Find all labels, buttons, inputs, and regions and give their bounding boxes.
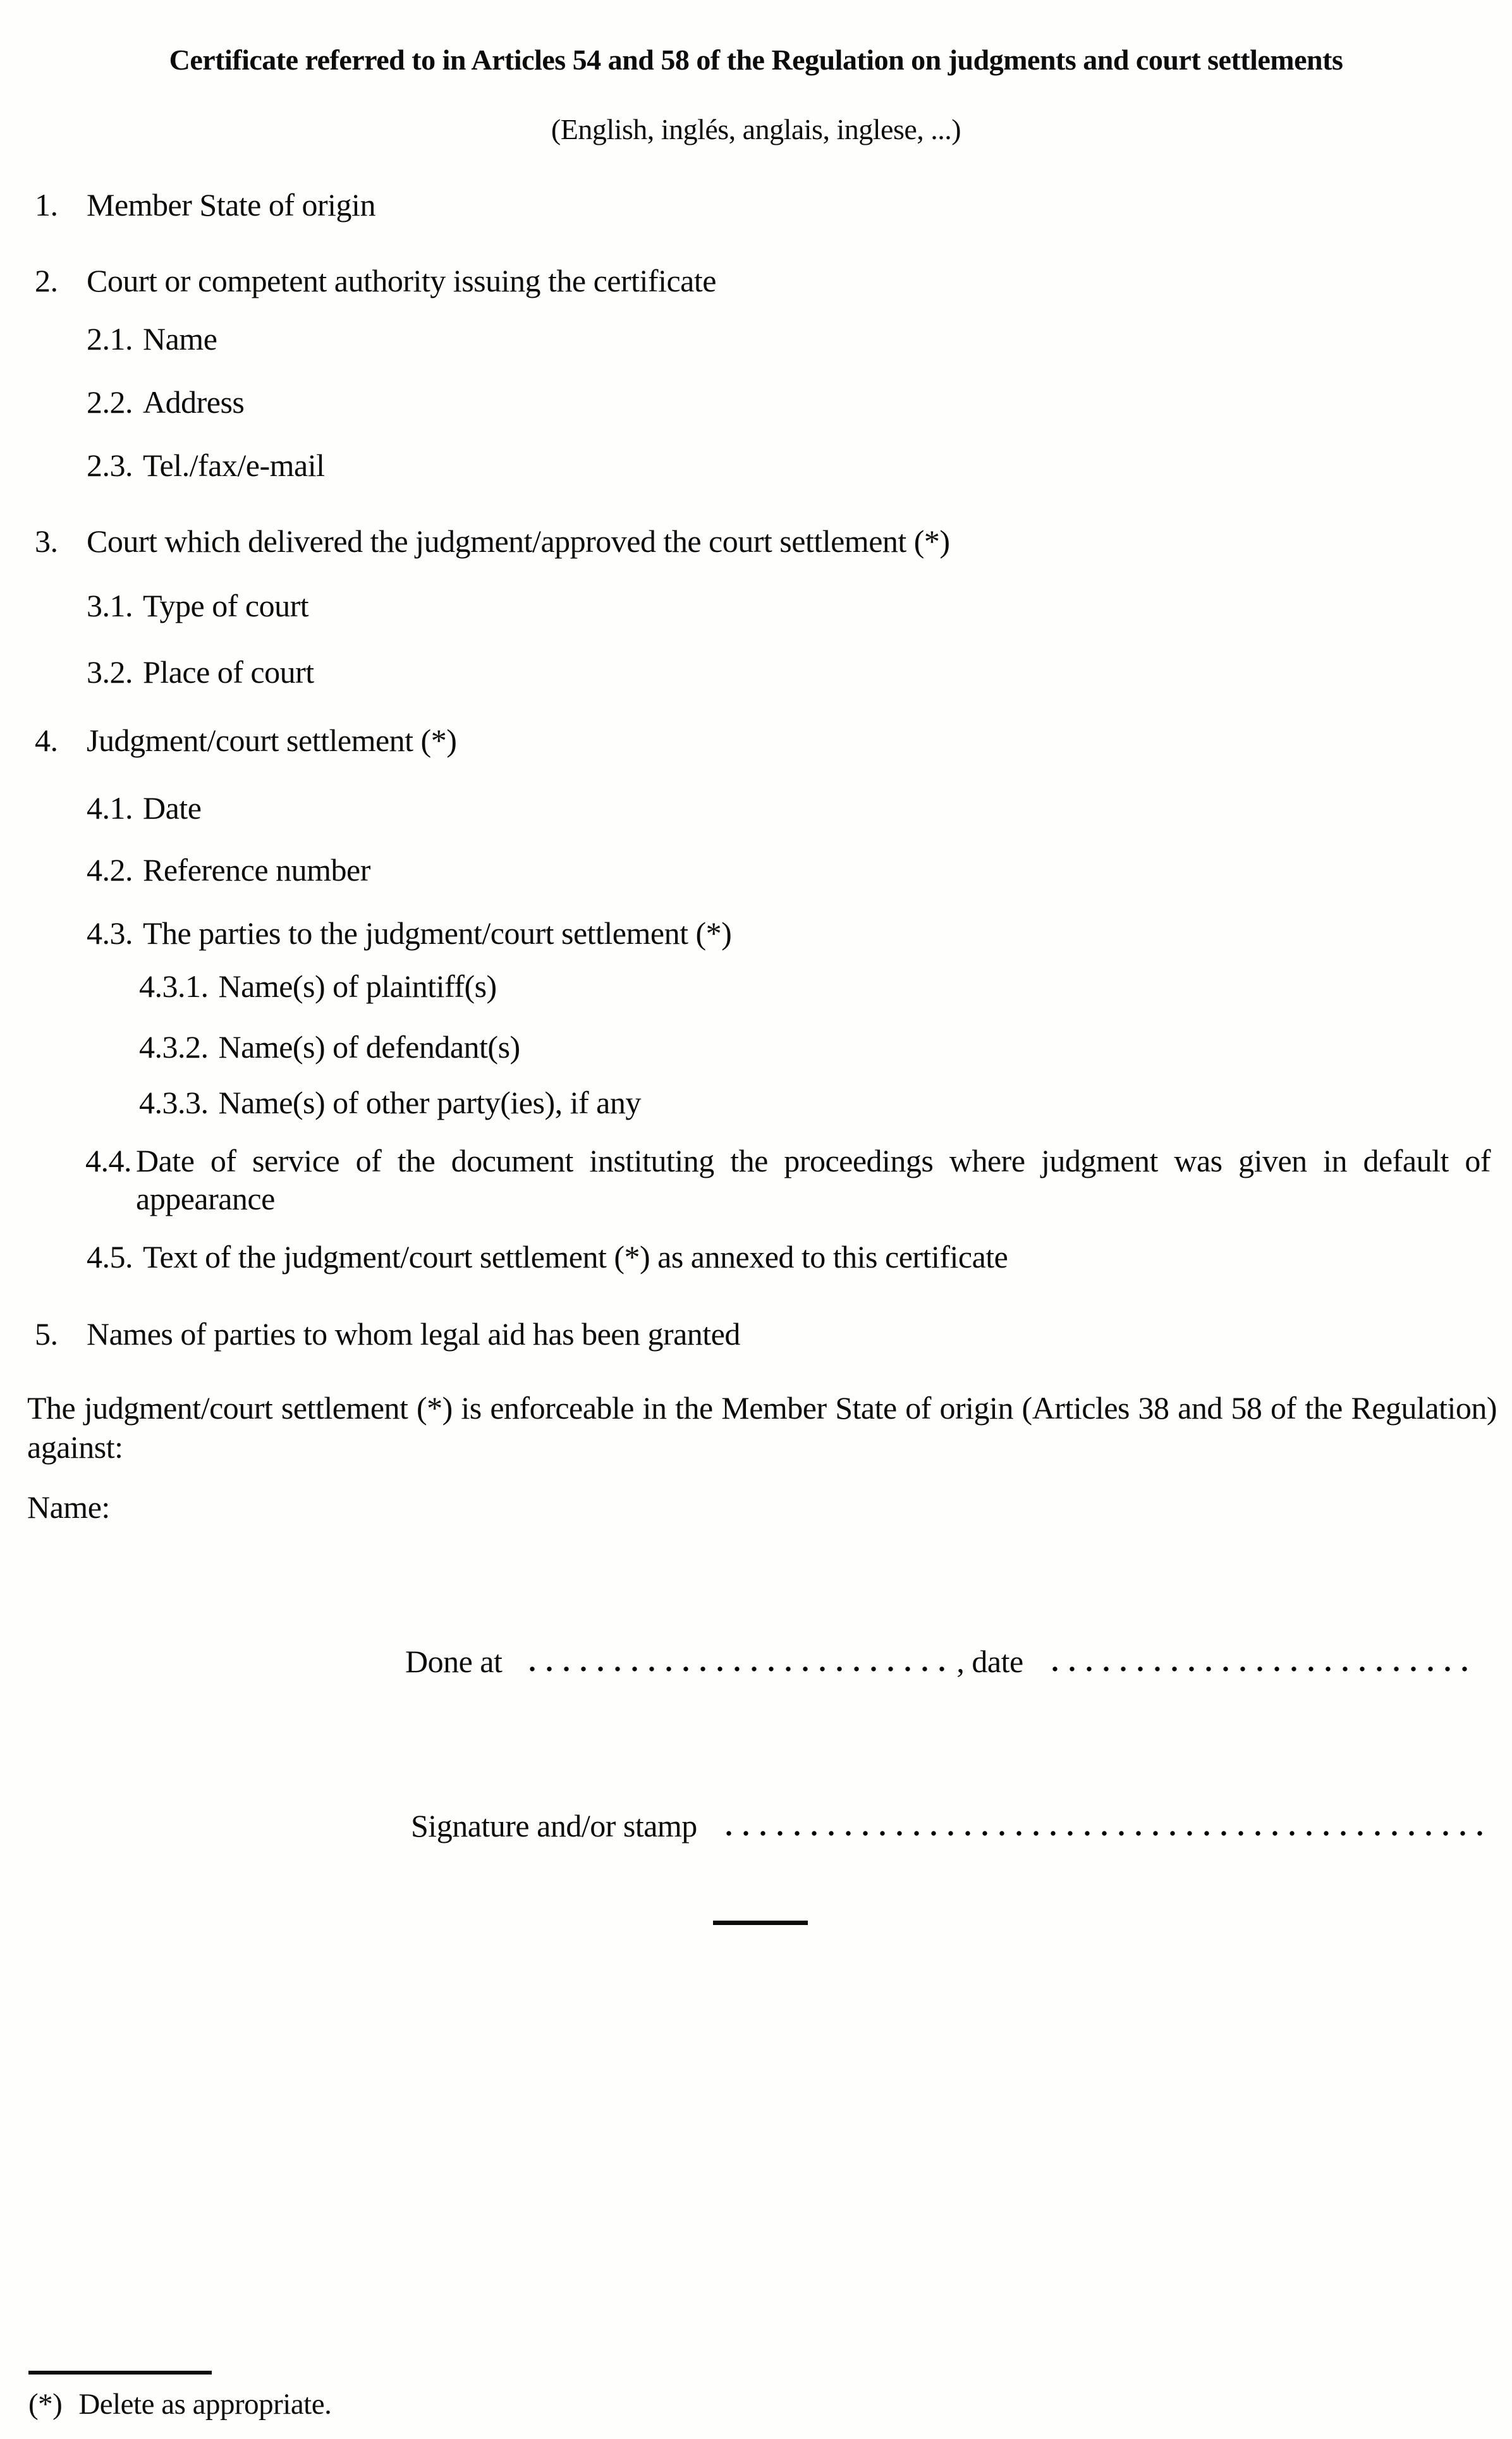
- item-text: Name(s) of defendant(s): [218, 1029, 520, 1065]
- footnote-rule: [28, 2371, 212, 2375]
- item-number: 3.2.: [87, 654, 133, 690]
- item-number: 4.: [35, 723, 58, 758]
- footnote-marker: (*): [28, 2388, 63, 2421]
- list-item-2: [35, 263, 716, 298]
- item-number: 4.3.: [87, 915, 133, 951]
- item-text: Names of parties to whom legal aid has been granted: [87, 1316, 740, 1352]
- list-item-2-2: [87, 384, 244, 420]
- item-text: Member State of origin: [87, 187, 375, 223]
- name-label: Name:: [27, 1489, 110, 1525]
- item-text: Date: [143, 790, 202, 826]
- item-text: Reference number: [143, 852, 370, 888]
- footnote-text: Delete as appropriate.: [78, 2388, 332, 2421]
- item-text-line1: Date of service of the document instituting the proceedings where judgment was given in default of: [136, 1143, 1491, 1178]
- list-item-4-5: [87, 1239, 1008, 1275]
- signature-dotted-field: [726, 1828, 1488, 1837]
- list-item-4-2: [87, 852, 370, 888]
- enforceability-line2: against:: [27, 1429, 123, 1465]
- item-number: 4.2.: [87, 852, 133, 888]
- item-text: Place of court: [143, 654, 314, 690]
- item-text-line2: appearance: [136, 1181, 275, 1216]
- item-text: Type of court: [143, 588, 309, 623]
- page-separator-dash: [713, 1921, 808, 1925]
- done-at-dotted-field: [530, 1663, 956, 1672]
- item-number: 4.4.: [85, 1143, 131, 1178]
- done-at-label: Done at: [405, 1644, 503, 1679]
- list-item-4-3-3: [139, 1085, 641, 1120]
- item-text: Judgment/court settlement (*): [87, 723, 457, 758]
- item-text: Tel./fax/e-mail: [143, 448, 325, 483]
- list-item-2-3: [87, 448, 324, 483]
- list-item-4-3-1: [139, 969, 497, 1004]
- item-text: Address: [143, 384, 245, 420]
- done-at-line: [405, 1644, 1468, 1679]
- footnote: [28, 2387, 331, 2421]
- date-label: , date: [956, 1644, 1023, 1679]
- item-text: Name: [143, 321, 217, 357]
- item-text: Text of the judgment/court settlement (*) as annexed to this certificate: [143, 1239, 1008, 1275]
- document-title: Certificate referred to in Articles 54 and 58 of the Regulation on judgments and court settlements: [169, 44, 1343, 76]
- item-text: Court which delivered the judgment/approved the court settlement (*): [87, 523, 950, 559]
- list-item-1: [35, 187, 375, 223]
- list-item-4-3-2: [139, 1029, 520, 1065]
- item-number: 2.1.: [87, 321, 133, 357]
- item-text: The parties to the judgment/court settlement (*): [143, 915, 732, 951]
- list-item-3-1: [87, 588, 308, 623]
- list-item-4-4: [85, 1142, 1491, 1218]
- list-item-4: [35, 723, 456, 758]
- item-text: Name(s) of other party(ies), if any: [218, 1085, 641, 1120]
- item-number: 2.: [35, 263, 58, 298]
- enforceability-line1: The judgment/court settlement (*) is enforceable in the Member State of origin (Articles 38 and 58 of the Regulation): [27, 1390, 1497, 1426]
- list-item-3-2: [87, 654, 314, 690]
- item-number: 4.3.3.: [139, 1085, 209, 1120]
- signature-label: Signature and/or stamp: [411, 1808, 697, 1843]
- enforceability-paragraph: [27, 1388, 1497, 1467]
- document-language-subtitle: (English, inglés, anglais, inglese, ...): [551, 113, 961, 145]
- item-text: [136, 1142, 1491, 1218]
- item-number: 1.: [35, 187, 58, 223]
- date-dotted-field: [1052, 1663, 1468, 1672]
- item-number: 2.2.: [87, 384, 133, 420]
- item-number: 3.1.: [87, 588, 133, 623]
- item-text: Name(s) of plaintiff(s): [218, 969, 497, 1004]
- list-item-4-3: [87, 915, 731, 951]
- item-number: 4.3.1.: [139, 969, 209, 1004]
- list-item-5: [35, 1316, 740, 1352]
- list-item-2-1: [87, 321, 217, 357]
- list-item-4-1: [87, 790, 201, 826]
- item-number: 2.3.: [87, 448, 133, 483]
- item-number: 4.3.2.: [139, 1029, 209, 1065]
- item-number: 4.1.: [87, 790, 133, 826]
- item-number: 3.: [35, 523, 58, 559]
- list-item-3: [35, 523, 950, 559]
- item-text: Court or competent authority issuing the certificate: [87, 263, 716, 298]
- item-number: 4.5.: [87, 1239, 133, 1275]
- item-number: 5.: [35, 1316, 58, 1352]
- signature-line: [411, 1808, 1488, 1843]
